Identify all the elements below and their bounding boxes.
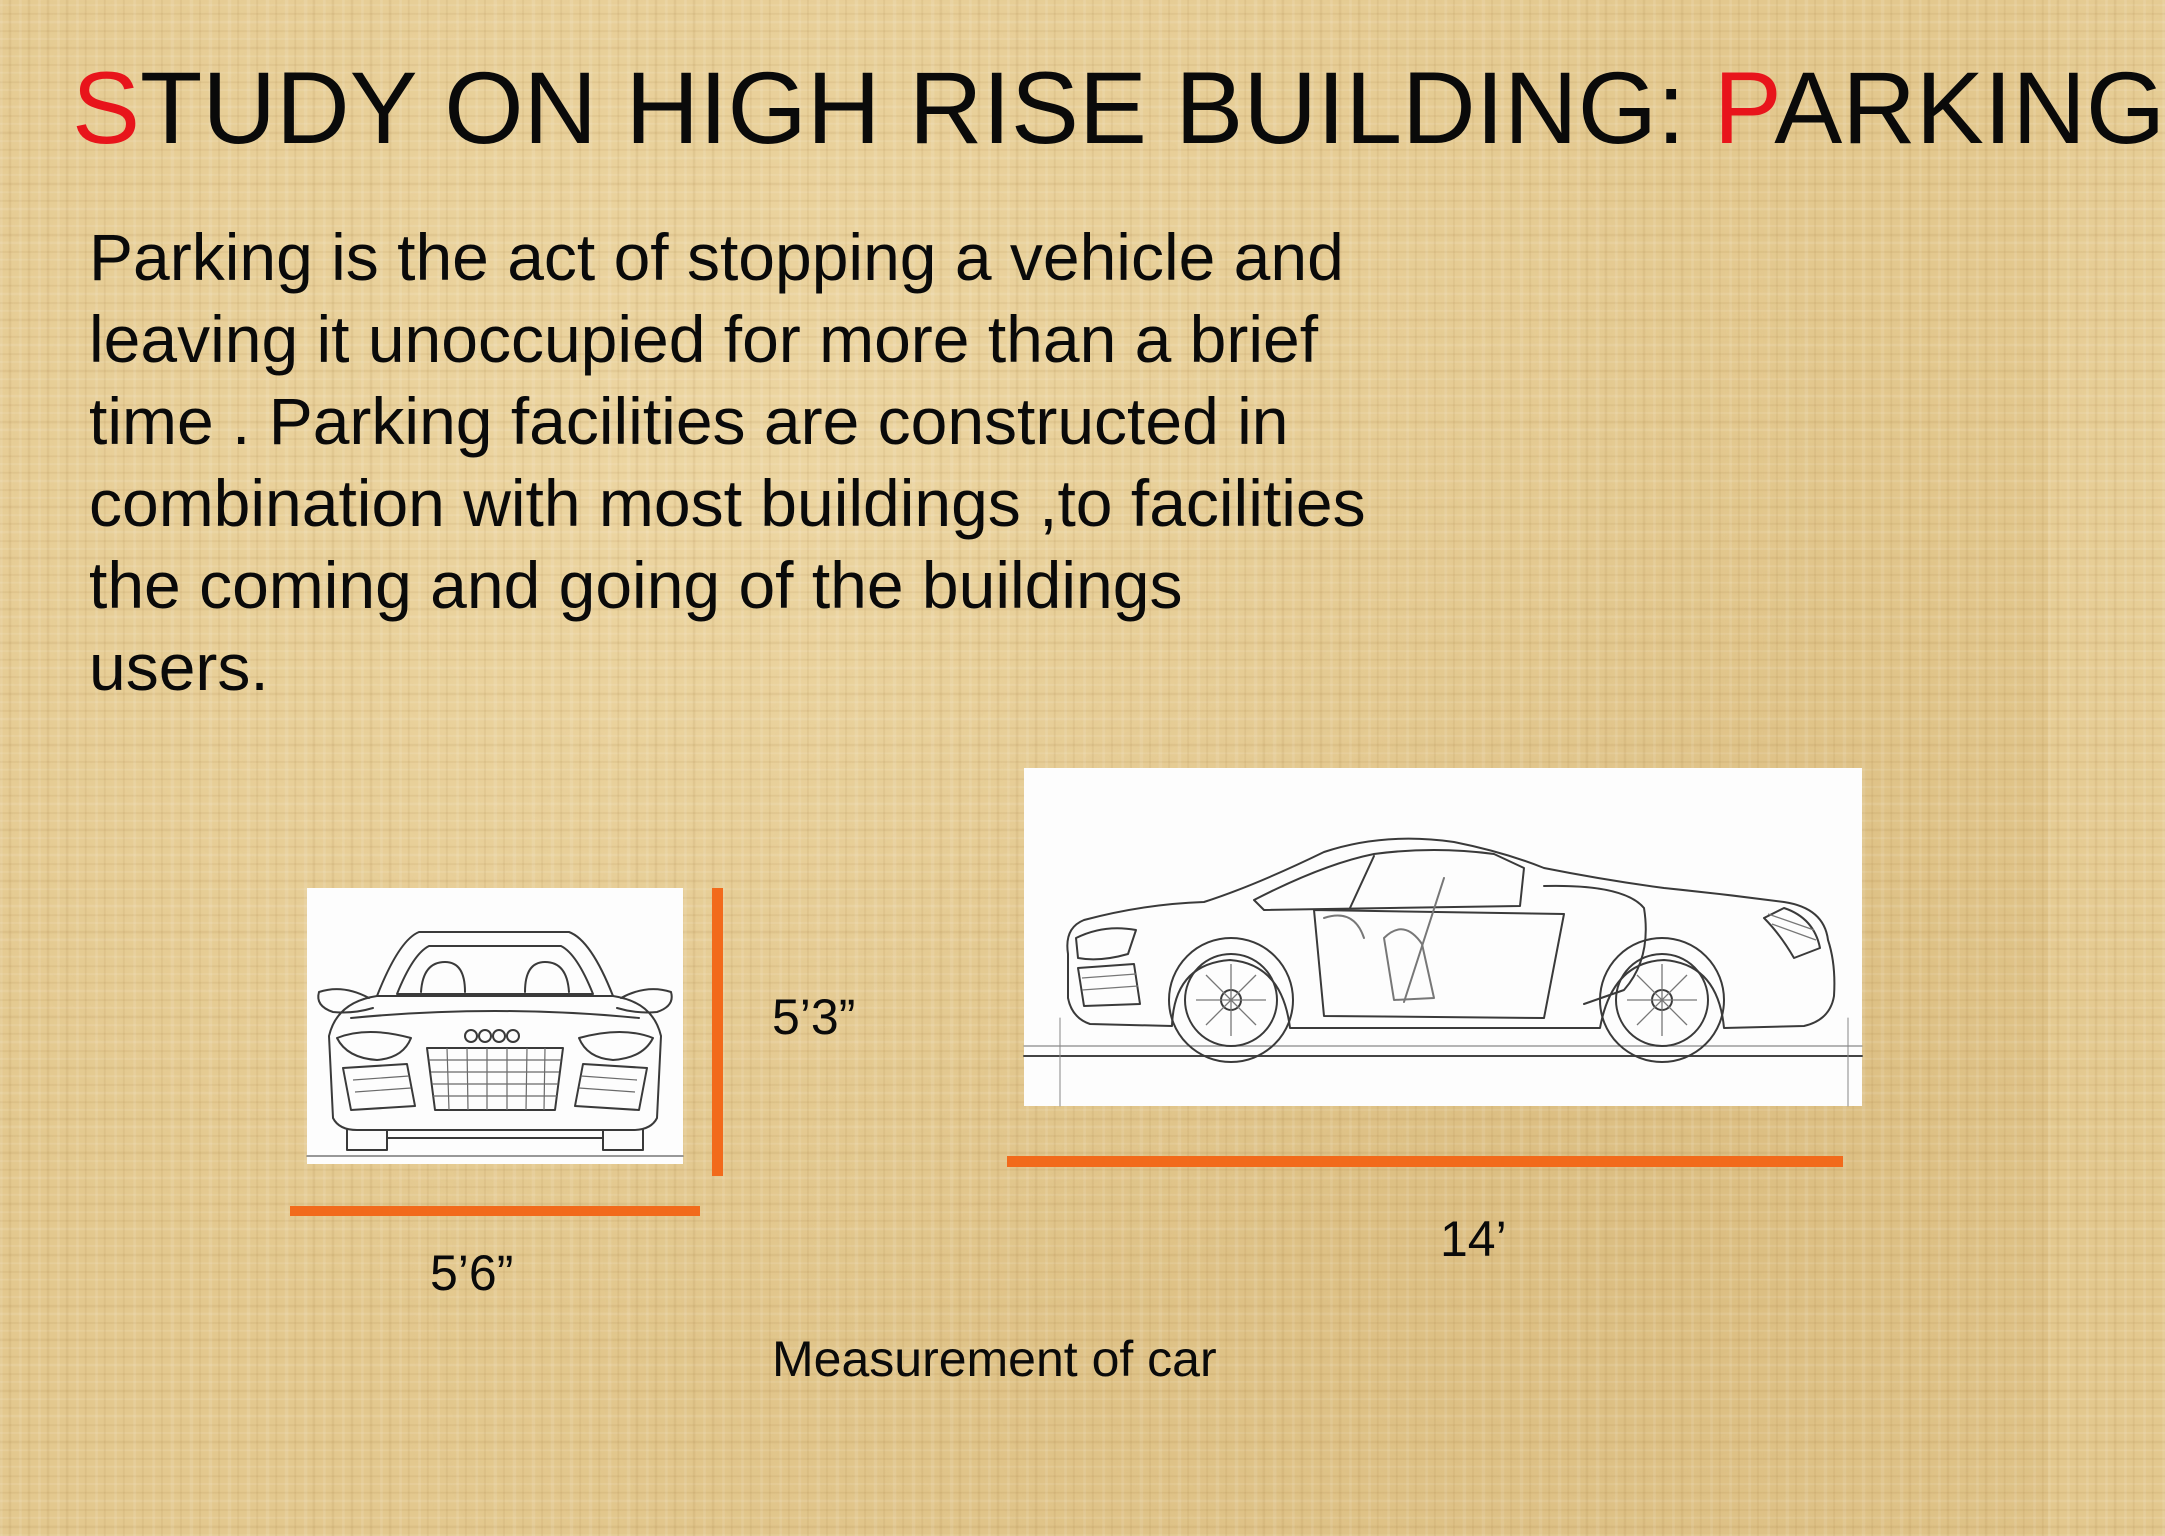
car-front-view-image (307, 888, 683, 1164)
front-width-dimension-bar (290, 1206, 700, 1216)
figure-caption: Measurement of car (772, 1331, 1217, 1387)
title-second-letter: P (1713, 51, 1775, 165)
slide-title (72, 52, 2165, 164)
body-line: users. (89, 630, 269, 704)
car-front-view-drawing (307, 888, 683, 1164)
title-first-part: TUDY ON HIGH RISE BUILDING: (140, 51, 1714, 165)
front-height-label: 5’3” (772, 989, 856, 1045)
title-second-part: ARKING (1774, 51, 2165, 165)
body-line: Parking is the act of stopping a vehicle and (89, 220, 1344, 294)
body-line: the coming and going of the buildings (89, 548, 1183, 622)
car-side-view-drawing (1024, 768, 1862, 1106)
front-height-dimension-bar (712, 888, 723, 1176)
body-line: leaving it unoccupied for more than a brief (89, 302, 1319, 376)
front-width-label: 5’6” (430, 1245, 514, 1301)
car-side-view-image (1024, 768, 1862, 1106)
side-length-dimension-bar (1007, 1156, 1843, 1167)
side-length-label: 14’ (1440, 1211, 1507, 1267)
body-paragraph (89, 216, 1529, 708)
body-line: combination with most buildings ,to facilities (89, 466, 1366, 540)
title-first-letter: S (72, 51, 141, 165)
body-line: time . Parking facilities are constructed in (89, 384, 1289, 458)
